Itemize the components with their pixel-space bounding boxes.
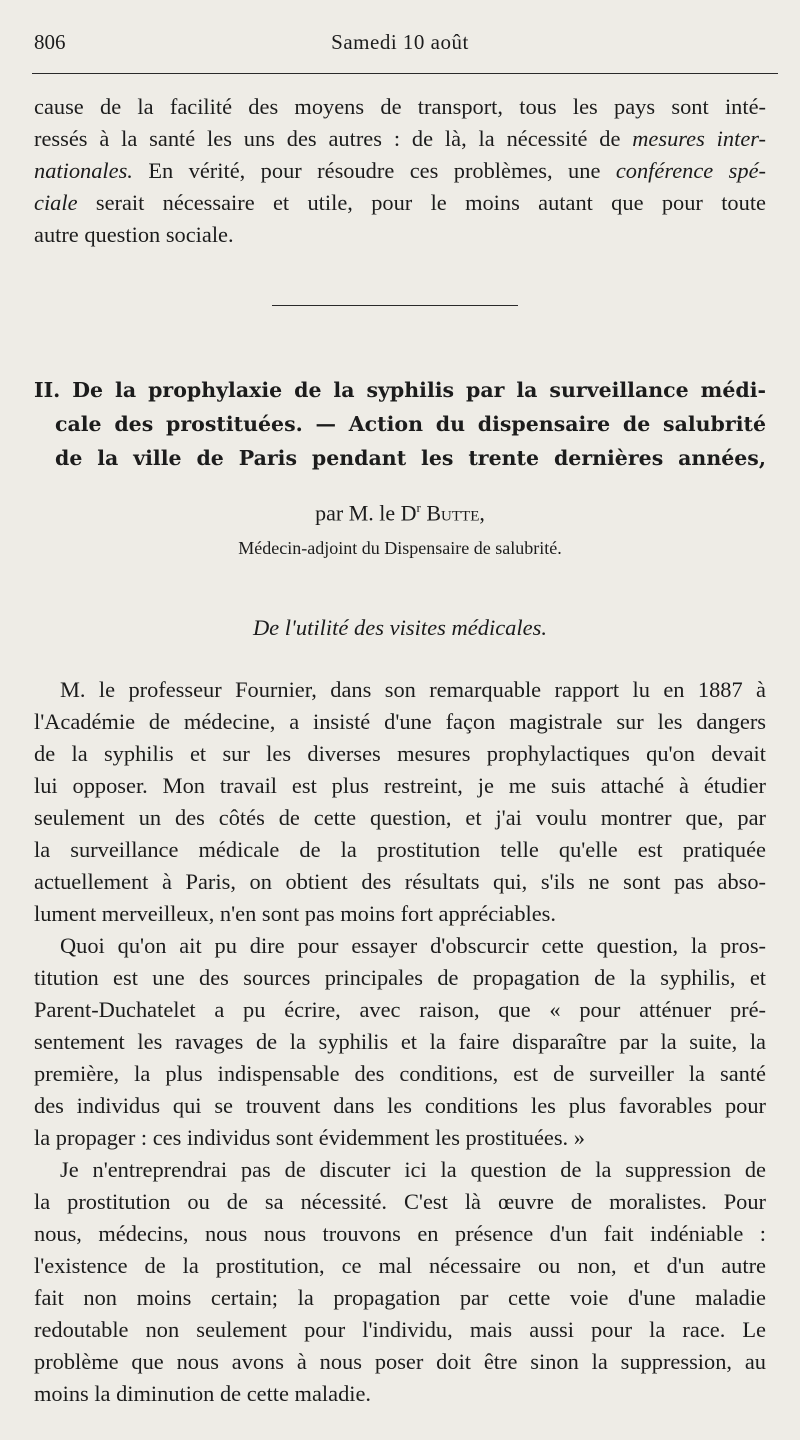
text-line: l'existence de la prostitution, ce mal nécessaire ou non, et d'un autre: [34, 1253, 766, 1278]
text-line: fait non moins certain; la propagation par cette voie d'une maladie: [34, 1285, 766, 1310]
text-line: sentement les ravages de la syphilis et la faire disparaître par la suite, la: [34, 1029, 766, 1054]
running-title: Samedi 10 août: [331, 30, 469, 54]
text-line: M. le professeur Fournier, dans son remarquable rapport lu en 1887 à: [60, 677, 766, 702]
heading-line: cale des prostituées. — Action du dispensaire de salubrité: [55, 412, 766, 436]
italic-run: nationales.: [34, 158, 133, 183]
heading-line: de la ville de Paris pendant les trente dernières années,: [55, 446, 766, 470]
text-line: de la syphilis et sur les diverses mesures prophylactiques qu'on devait: [34, 741, 766, 766]
text-run: ressés à la santé les uns des autres : de là, la nécessité de: [34, 126, 621, 151]
text-line: la surveillance médicale de la prostitution telle qu'elle est pratiquée: [34, 837, 766, 862]
text-line: Je n'entreprendrai pas de discuter ici la question de la suppression de: [60, 1157, 766, 1182]
italic-run: ciale: [34, 190, 78, 215]
section-heading: [34, 373, 766, 475]
paragraph: [34, 1154, 766, 1410]
page-header: [34, 30, 766, 60]
text-line: [34, 187, 766, 219]
italic-run: conférence spé-: [615, 158, 766, 183]
text-line: [34, 155, 766, 187]
author-name: Butte,: [426, 500, 485, 526]
text-run: En vérité, pour résoudre ces problèmes, une: [148, 158, 601, 183]
text-line: actuellement à Paris, on obtient des résultats qui, s'ils ne sont pas abso-: [34, 869, 766, 894]
byline-prefix: par M. le D: [315, 500, 417, 526]
subheading: De l'utilité des visites médicales.: [252, 615, 548, 640]
byline-superscript: r: [416, 500, 421, 515]
header-rule: [32, 73, 778, 74]
intro-paragraph: [34, 91, 766, 251]
paragraph: [34, 674, 766, 930]
text-line: première, la plus indispensable des conditions, est de surveiller la santé: [34, 1061, 766, 1086]
text-line: redoutable non seulement pour l'individu, mais aussi pour la race. Le: [34, 1317, 766, 1342]
author-affiliation: Médecin-adjoint du Dispensaire de salubrité.: [238, 538, 562, 558]
text-line: des individus qui se trouvent dans les conditions les plus favorables pour: [34, 1093, 766, 1118]
text-line: la prostitution ou de sa nécessité. C'est là œuvre de moralistes. Pour: [34, 1189, 766, 1214]
text-line: Parent-Duchatelet a pu écrire, avec raison, que « pour atténuer pré-: [34, 997, 766, 1022]
text-line: nous, médecins, nous nous trouvons en présence d'un fait indéniable :: [34, 1221, 766, 1246]
heading-line: II. De la prophylaxie de la syphilis par la surveillance médi-: [34, 378, 766, 402]
text-line: la propager : ces individus sont évidemment les prostituées. »: [34, 1125, 585, 1150]
text-line: [34, 123, 766, 155]
text-line: moins la diminution de cette maladie.: [34, 1381, 372, 1406]
text-line: autre question sociale.: [34, 222, 234, 247]
paragraph: [34, 930, 766, 1154]
section-divider: [272, 305, 518, 306]
page-number: 806: [34, 30, 66, 54]
author-byline: [0, 500, 800, 526]
text-line: l'Académie de médecine, a insisté d'une façon magistrale sur les dangers: [34, 709, 766, 734]
text-line: lument merveilleux, n'en sont pas moins fort appréciables.: [34, 901, 556, 926]
italic-run: mesures inter-: [632, 126, 766, 151]
text-line: seulement un des côtés de cette question, et j'ai voulu montrer que, par: [34, 805, 766, 830]
text-line: Quoi qu'on ait pu dire pour essayer d'obscurcir cette question, la pros-: [60, 933, 766, 958]
text-line: lui opposer. Mon travail est plus restreint, je me suis attaché à étudier: [34, 773, 766, 798]
text-line: cause de la facilité des moyens de transport, tous les pays sont inté-: [34, 94, 766, 119]
body-text: [34, 674, 766, 1410]
text-line: problème que nous avons à nous poser doit être sinon la suppression, au: [34, 1349, 766, 1374]
text-line: titution est une des sources principales de propagation de la syphilis, et: [34, 965, 766, 990]
text-run: serait nécessaire et utile, pour le moins autant que pour toute: [95, 190, 766, 215]
